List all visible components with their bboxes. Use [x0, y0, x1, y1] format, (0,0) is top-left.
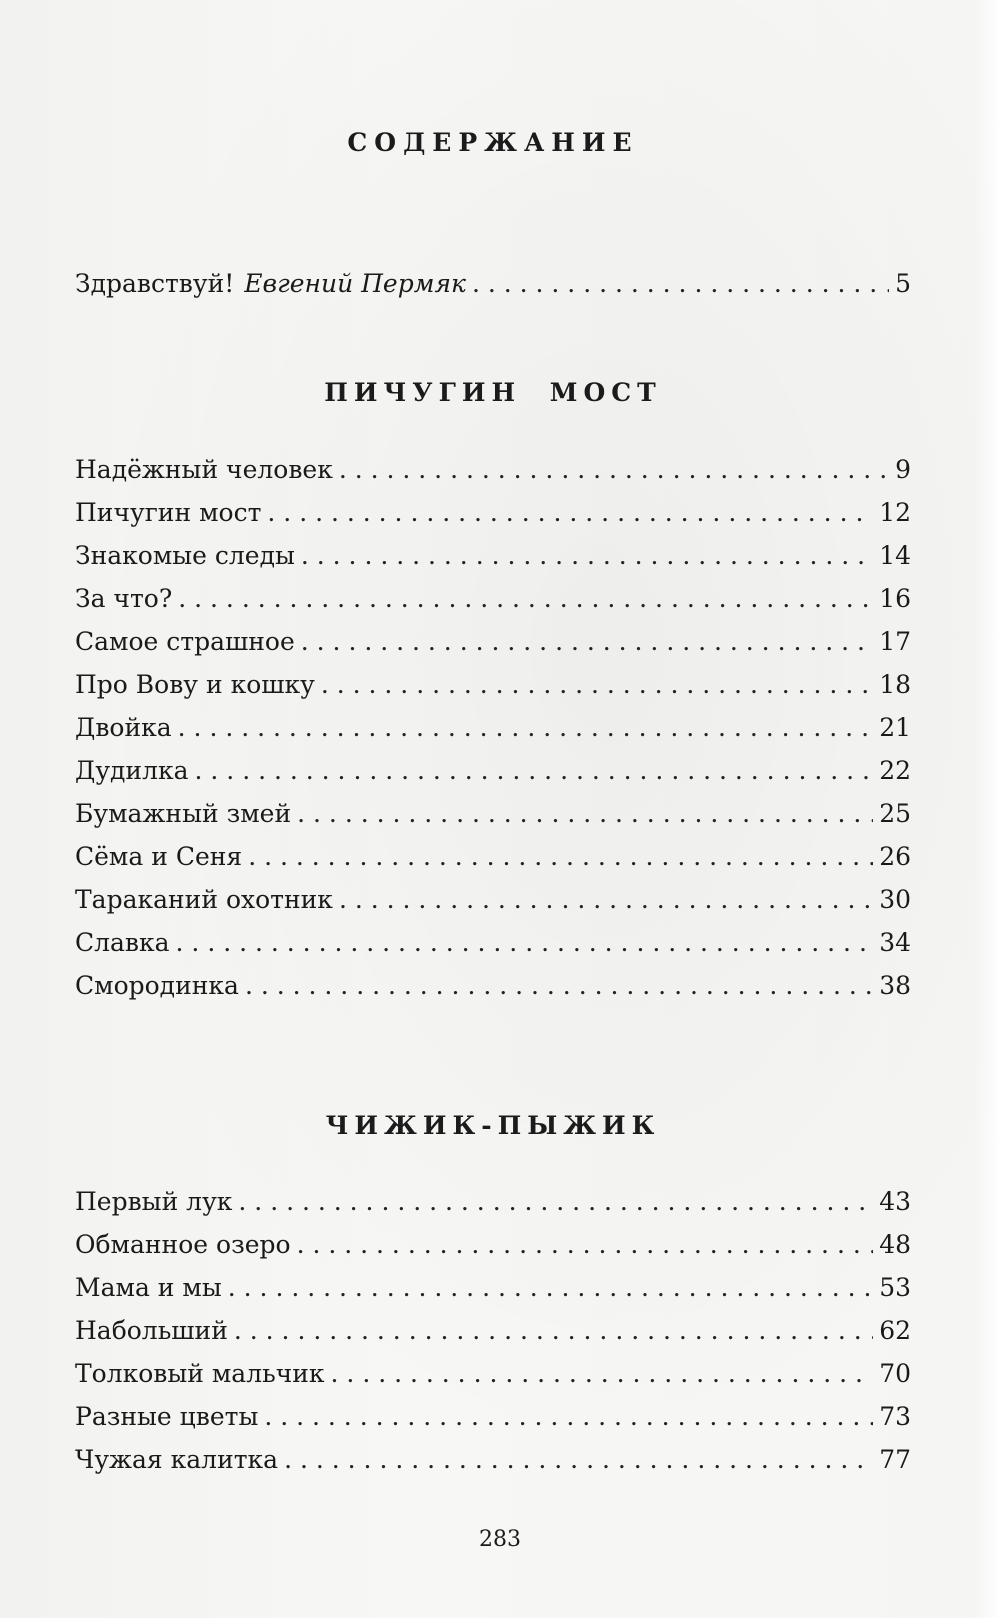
entry-title: Здравствуй!	[75, 269, 235, 298]
entry-page: 53	[879, 1273, 911, 1302]
entry-title: Сёма и Сеня	[75, 842, 243, 871]
dot-leader	[321, 670, 873, 699]
entry-title: Первый лук	[75, 1187, 233, 1216]
entry-title: За что?	[75, 584, 173, 613]
entry-page: 5	[895, 269, 911, 298]
dot-leader	[178, 584, 873, 613]
dot-leader	[297, 1230, 874, 1259]
dot-leader	[228, 1273, 873, 1302]
entry-title: Тараканий охотник	[75, 885, 333, 914]
entry-title: Разные цветы	[75, 1402, 259, 1431]
entry-title: Обманное озеро	[75, 1230, 291, 1259]
dot-leader	[339, 885, 873, 914]
toc-entry	[75, 1187, 911, 1221]
dot-leader	[297, 799, 873, 828]
dot-leader	[339, 455, 889, 484]
entry-page: 22	[879, 756, 911, 785]
toc-entry-intro	[75, 269, 911, 303]
dot-leader	[195, 756, 874, 785]
toc-entry	[75, 1359, 911, 1393]
dot-leader	[267, 498, 873, 527]
contents-heading: СОДЕРЖАНИЕ	[347, 128, 639, 157]
toc-entry	[75, 842, 911, 876]
entry-title: Смородинка	[75, 971, 239, 1000]
dot-leader	[331, 1359, 874, 1388]
entry-title: Толковый мальчик	[75, 1359, 325, 1388]
entry-author: Евгений Пермяк	[244, 269, 466, 298]
toc-entry	[75, 1316, 911, 1350]
entry-page: 18	[879, 670, 911, 699]
toc-entry	[75, 971, 911, 1005]
entry-title: Набольший	[75, 1316, 228, 1345]
dot-leader	[178, 713, 874, 742]
entry-page: 25	[879, 799, 911, 828]
dot-leader	[248, 842, 873, 871]
entry-title: Надёжный человек	[75, 455, 333, 484]
toc-entry	[75, 670, 911, 704]
section-heading: ПИЧУГИН МОСТ	[324, 378, 662, 407]
entry-page: 9	[895, 455, 911, 484]
entry-title: Славка	[75, 928, 170, 957]
entry-page: 12	[879, 498, 911, 527]
dot-leader	[301, 627, 873, 656]
entry-page: 73	[879, 1402, 911, 1431]
entry-page: 34	[879, 928, 911, 957]
toc-entry	[75, 1445, 911, 1479]
toc-entry	[75, 541, 911, 575]
toc-entry	[75, 799, 911, 833]
toc-entry	[75, 498, 911, 532]
entry-page: 16	[879, 584, 911, 613]
entry-title: Самое страшное	[75, 627, 295, 656]
dot-leader	[176, 928, 874, 957]
toc-entry	[75, 713, 911, 747]
entry-page: 17	[879, 627, 911, 656]
entry-title: Дудилка	[75, 756, 189, 785]
dot-leader	[284, 1445, 873, 1474]
toc-entry	[75, 928, 911, 962]
entry-page: 38	[879, 971, 911, 1000]
toc-entry	[75, 584, 911, 618]
page-number: 283	[479, 1527, 521, 1552]
dot-leader	[234, 1316, 873, 1345]
entry-page: 62	[879, 1316, 911, 1345]
entry-title: Знакомые следы	[75, 541, 295, 570]
entry-title: Мама и мы	[75, 1273, 222, 1302]
entry-page: 77	[879, 1445, 911, 1474]
entry-title: Про Вову и кошку	[75, 670, 315, 699]
toc-entry	[75, 756, 911, 790]
toc-entry	[75, 885, 911, 919]
entry-title: Двойка	[75, 713, 172, 742]
toc-entry	[75, 455, 911, 489]
section-heading: ЧИЖИК-ПЫЖИК	[325, 1111, 661, 1140]
toc-entry	[75, 1273, 911, 1307]
entry-page: 70	[879, 1359, 911, 1388]
page-edge	[974, 0, 1000, 1618]
entry-page: 26	[879, 842, 911, 871]
dot-leader	[301, 541, 873, 570]
entry-page: 48	[879, 1230, 911, 1259]
toc-entry	[75, 1230, 911, 1264]
entry-page: 21	[879, 713, 911, 742]
entry-title: Бумажный змей	[75, 799, 292, 828]
dot-leader	[264, 1402, 873, 1431]
entry-title: Пичугин мост	[75, 498, 262, 527]
toc-entry	[75, 1402, 911, 1436]
dot-leader	[245, 971, 873, 1000]
dot-leader	[238, 1187, 873, 1216]
entry-title: Чужая калитка	[75, 1445, 279, 1474]
entry-page: 30	[879, 885, 911, 914]
dot-leader	[472, 269, 889, 298]
entry-page: 14	[879, 541, 911, 570]
toc-entry	[75, 627, 911, 661]
entry-page: 43	[879, 1187, 911, 1216]
